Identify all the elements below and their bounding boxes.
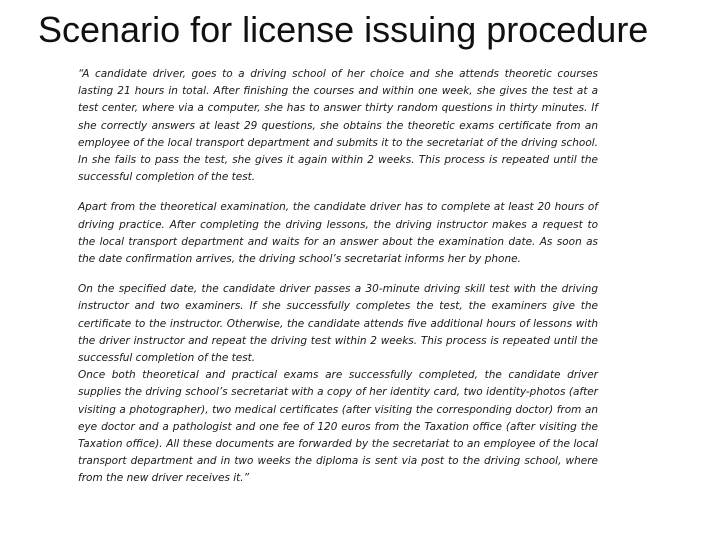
paragraph-theory-exam: “A candidate driver, goes to a driving school of her choice and she attends theoretic courses lasting 21 hours in total. After finishing the courses and within one week, she gives the test at a test center, where via a computer, she has to answer thirty random questions in thirty minutes. If she correctly answers at least 29 questions, she obtains the theoretic exams certificate from an employee of the local transport department and submits it to the secretariat of the driving school. In she fails to pass the test, she gives it again within 2 weeks. This process is repeated until the successful completion of the test. <box>78 68 598 184</box>
paragraph-driving-practice: Apart from the theoretical examination, the candidate driver has to complete at least 20 hours of driving practice. After completing the driving lessons, the driving instructor makes a request to the local transport department and waits for an answer about the examination date. As soon as the date confirmation arrives, the driving school’s secretariat informs her by phone. <box>78 201 598 266</box>
paragraph-driving-test: On the specified date, the candidate driver passes a 30-minute driving skill test with the driving instructor and two examiners. If she successfully completes the test, the examiners give the certificate to the instructor. Otherwise, the candidate attends five additional hours of lessons with the driver instructor and repeat the driving test within 2 weeks. This process is repeated until the successful completion of the test. <box>78 283 598 365</box>
paragraph-documents: Once both theoretical and practical exams are successfully completed, the candidate driver supplies the driving school’s secretariat with a copy of her identity card, two identity-photos (after visiting a photographer), two medical certificates (after visiting the corresponding doctor) from an eye doctor and a pathologist and one fee of 120 euros from the Taxation office (after visiting the Taxation office). All these documents are forwarded by the secretariat to an employee of the local transport department and in two weeks the diploma is sent via post to the driving school, where from the new driver receives it.” <box>78 369 598 485</box>
scenario-quote <box>78 66 598 488</box>
slide-title: Scenario for license issuing procedure <box>38 9 649 50</box>
